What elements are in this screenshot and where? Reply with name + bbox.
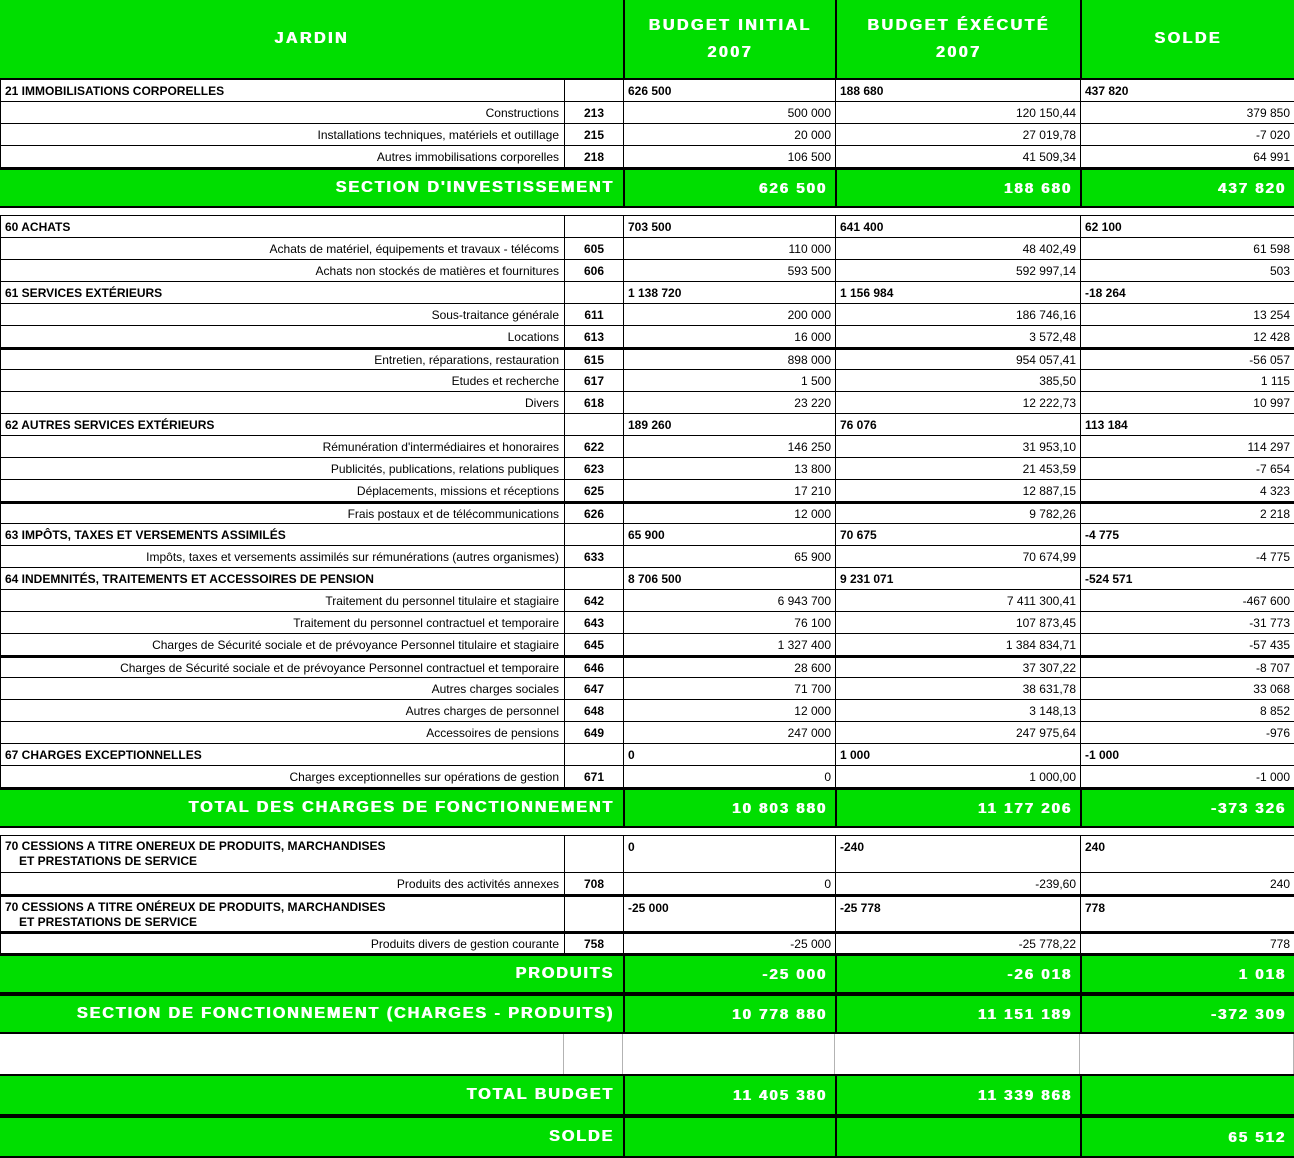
total-solde-value: -373 326	[1080, 790, 1294, 826]
budget-initial-value: 189 260	[624, 414, 836, 435]
total-row-label: TOTAL BUDGET	[466, 1086, 614, 1103]
solde-value: -31 773	[1081, 612, 1294, 633]
row-code: 618	[565, 392, 624, 413]
budget-initial-value: 1 500	[624, 370, 836, 391]
budget-executed-value: 1 384 834,71	[836, 634, 1081, 655]
table-header	[0, 0, 1294, 80]
row-label: Charges de Sécurité sociale et de prévoyance Personnel titulaire et stagiaire	[1, 634, 565, 655]
row-code	[565, 80, 624, 101]
total-row	[0, 168, 1294, 208]
budget-executed-value: 37 307,22	[836, 658, 1081, 677]
solde-value: 778	[1081, 897, 1294, 931]
budget-executed-value: 1 000,00	[836, 766, 1081, 787]
table-row	[0, 326, 1294, 348]
solde-value: -4 775	[1081, 546, 1294, 567]
table-row	[0, 766, 1294, 788]
budget-initial-value: 17 210	[624, 480, 836, 501]
table-row	[0, 634, 1294, 656]
solde-value: -7 654	[1081, 458, 1294, 479]
row-code: 625	[565, 480, 624, 501]
row-label: Produits des activités annexes	[1, 873, 565, 894]
spacer-budget-initial-cell	[623, 1034, 835, 1074]
category-row	[0, 80, 1294, 102]
category-row	[0, 524, 1294, 546]
category-row	[0, 282, 1294, 304]
table-row	[0, 590, 1294, 612]
total-budget-initial-value: -25 000	[623, 956, 835, 992]
total-row	[0, 994, 1294, 1034]
row-code: 606	[565, 260, 624, 281]
row-code	[565, 744, 624, 765]
row-label: Frais postaux et de télécommunications	[1, 504, 565, 523]
spacer-code-cell	[564, 1034, 623, 1074]
budget-initial-value: 898 000	[624, 350, 836, 369]
row-code: 648	[565, 700, 624, 721]
header-solde-label: SOLDE	[1154, 30, 1222, 47]
budget-executed-value: 1 156 984	[836, 282, 1081, 303]
row-code: 623	[565, 458, 624, 479]
budget-executed-value: 21 453,59	[836, 458, 1081, 479]
row-label: Charges exceptionnelles sur opérations de gestion	[1, 766, 565, 787]
budget-executed-value: 7 411 300,41	[836, 590, 1081, 611]
budget-initial-value: 0	[624, 766, 836, 787]
budget-initial-value: 106 500	[624, 146, 836, 167]
row-code: 649	[565, 722, 624, 743]
row-code: 646	[565, 658, 624, 677]
row-code: 622	[565, 436, 624, 457]
budget-initial-value: 71 700	[624, 678, 836, 699]
row-code: 758	[565, 934, 624, 953]
header-budget-initial-year: 2007	[707, 43, 753, 61]
budget-executed-value: 31 953,10	[836, 436, 1081, 457]
budget-executed-value: -239,60	[836, 873, 1081, 894]
budget-initial-value: -25 000	[624, 897, 836, 931]
budget-executed-value: -25 778	[836, 897, 1081, 931]
total-budget-executed-value: 11 339 868	[835, 1076, 1080, 1114]
total-solde-value: 1 018	[1080, 956, 1294, 992]
total-row	[0, 954, 1294, 994]
row-label: Installations techniques, matériels et outillage	[1, 124, 565, 145]
budget-initial-value: 13 800	[624, 458, 836, 479]
budget-initial-value: 1 327 400	[624, 634, 836, 655]
header-budget-initial-title: BUDGET INITIAL	[648, 16, 812, 34]
table-row	[0, 502, 1294, 524]
budget-initial-value: 1 138 720	[624, 282, 836, 303]
row-label-line1: 70 CESSIONS A TITRE ONEREUX DE PRODUITS, MARCHANDISES	[5, 839, 386, 853]
row-label-line2: ET PRESTATIONS DE SERVICE	[19, 854, 198, 868]
solde-value: 4 323	[1081, 480, 1294, 501]
total-row-label: TOTAL DES CHARGES DE FONCTIONNEMENT	[188, 799, 614, 816]
category-row	[0, 216, 1294, 238]
category-row	[0, 895, 1294, 932]
table-row	[0, 348, 1294, 370]
budget-initial-value: 12 000	[624, 700, 836, 721]
total-row	[0, 1074, 1294, 1116]
budget-initial-value: 593 500	[624, 260, 836, 281]
solde-value: -4 775	[1081, 524, 1294, 545]
solde-value: 12 428	[1081, 326, 1294, 347]
budget-executed-value: 385,50	[836, 370, 1081, 391]
total-budget-executed-value: -26 018	[835, 956, 1080, 992]
header-budget-executed	[835, 0, 1080, 78]
total-row-label: SOLDE	[548, 1128, 614, 1145]
table-row	[0, 102, 1294, 124]
total-solde-value	[1080, 1076, 1294, 1114]
solde-value: -1 000	[1081, 766, 1294, 787]
table-row	[0, 932, 1294, 954]
row-code: 215	[565, 124, 624, 145]
table-row	[0, 612, 1294, 634]
solde-value: 13 254	[1081, 304, 1294, 325]
budget-executed-value: 27 019,78	[836, 124, 1081, 145]
budget-initial-value: 8 706 500	[624, 568, 836, 589]
row-label-line1: 70 CESSIONS A TITRE ONÉREUX DE PRODUITS, MARCHANDISES	[5, 900, 386, 914]
spacer-budget-executed-cell	[835, 1034, 1080, 1074]
budget-executed-value: -240	[836, 836, 1081, 872]
budget-initial-value: 0	[624, 873, 836, 894]
row-gap	[0, 208, 1294, 216]
table-row	[0, 124, 1294, 146]
row-label: Divers	[1, 392, 565, 413]
budget-initial-value: 65 900	[624, 546, 836, 567]
row-code: 643	[565, 612, 624, 633]
budget-executed-value: 954 057,41	[836, 350, 1081, 369]
solde-value: 114 297	[1081, 436, 1294, 457]
category-row	[0, 414, 1294, 436]
solde-value: 240	[1081, 873, 1294, 894]
row-code: 633	[565, 546, 624, 567]
total-solde-value: 437 820	[1080, 170, 1294, 206]
spacer-label-cell	[0, 1034, 564, 1074]
row-label: Entretien, réparations, restauration	[1, 350, 565, 369]
solde-value: 437 820	[1081, 80, 1294, 101]
row-label: Achats non stockés de matières et fournitures	[1, 260, 565, 281]
row-label: Rémunération d'intermédiaires et honoraires	[1, 436, 565, 457]
total-row-label: PRODUITS	[515, 965, 614, 982]
budget-executed-value: 592 997,14	[836, 260, 1081, 281]
table-row	[0, 546, 1294, 568]
row-label: Sous-traitance générale	[1, 304, 565, 325]
table-row	[0, 480, 1294, 502]
budget-executed-value: 41 509,34	[836, 146, 1081, 167]
budget-initial-value: 16 000	[624, 326, 836, 347]
row-label: 61 SERVICES EXTÉRIEURS	[1, 282, 565, 303]
budget-initial-value: 76 100	[624, 612, 836, 633]
solde-value: 2 218	[1081, 504, 1294, 523]
budget-initial-value: 0	[624, 836, 836, 872]
budget-initial-value: 703 500	[624, 216, 836, 237]
total-row-label: SECTION DE FONCTIONNEMENT (CHARGES - PRODUITS)	[76, 1005, 614, 1022]
solde-value: 503	[1081, 260, 1294, 281]
budget-initial-value: 23 220	[624, 392, 836, 413]
row-code: 671	[565, 766, 624, 787]
row-code: 218	[565, 146, 624, 167]
solde-value: -56 057	[1081, 350, 1294, 369]
budget-executed-value: -25 778,22	[836, 934, 1081, 953]
table-row	[0, 722, 1294, 744]
solde-value: 1 115	[1081, 370, 1294, 391]
total-row	[0, 1116, 1294, 1158]
table-row	[0, 678, 1294, 700]
row-label: 62 AUTRES SERVICES EXTÉRIEURS	[1, 414, 565, 435]
budget-executed-value: 76 076	[836, 414, 1081, 435]
row-label: 64 INDEMNITÉS, TRAITEMENTS ET ACCESSOIRES DE PENSION	[1, 568, 565, 589]
total-budget-initial-value	[623, 1118, 835, 1156]
budget-executed-value: 107 873,45	[836, 612, 1081, 633]
row-code: 645	[565, 634, 624, 655]
budget-initial-value: 200 000	[624, 304, 836, 325]
budget-initial-value: 12 000	[624, 504, 836, 523]
table-row	[0, 304, 1294, 326]
total-budget-executed-value: 188 680	[835, 170, 1080, 206]
solde-value: -7 020	[1081, 124, 1294, 145]
header-jardin	[0, 0, 623, 78]
row-code	[565, 836, 624, 872]
row-code	[565, 216, 624, 237]
solde-value: 240	[1081, 836, 1294, 872]
budget-executed-value: 641 400	[836, 216, 1081, 237]
category-row	[0, 568, 1294, 590]
row-code: 617	[565, 370, 624, 391]
row-code: 213	[565, 102, 624, 123]
solde-value: 778	[1081, 934, 1294, 953]
header-budget-initial	[623, 0, 835, 78]
budget-initial-value: 110 000	[624, 238, 836, 259]
table-row	[0, 436, 1294, 458]
budget-initial-value: 65 900	[624, 524, 836, 545]
header-jardin-label: JARDIN	[274, 30, 349, 47]
row-code: 647	[565, 678, 624, 699]
budget-executed-value: 1 000	[836, 744, 1081, 765]
solde-value: -524 571	[1081, 568, 1294, 589]
solde-value: -1 000	[1081, 744, 1294, 765]
row-label: Impôts, taxes et versements assimilés sur rémunérations (autres organismes)	[1, 546, 565, 567]
solde-value: -57 435	[1081, 634, 1294, 655]
row-label: Autres immobilisations corporelles	[1, 146, 565, 167]
budget-initial-value: 500 000	[624, 102, 836, 123]
row-label: Accessoires de pensions	[1, 722, 565, 743]
solde-value: 113 184	[1081, 414, 1294, 435]
total-budget-initial-value: 10 778 880	[623, 996, 835, 1032]
row-label: Autres charges de personnel	[1, 700, 565, 721]
solde-value: -976	[1081, 722, 1294, 743]
table-row	[0, 370, 1294, 392]
header-solde	[1080, 0, 1294, 78]
row-code	[565, 282, 624, 303]
budget-initial-value: 28 600	[624, 658, 836, 677]
header-budget-executed-year: 2007	[935, 43, 982, 61]
budget-executed-value: 247 975,64	[836, 722, 1081, 743]
total-budget-executed-value	[835, 1118, 1080, 1156]
row-code: 626	[565, 504, 624, 523]
solde-value: 379 850	[1081, 102, 1294, 123]
total-budget-executed-value: 11 177 206	[835, 790, 1080, 826]
budget-executed-value: 120 150,44	[836, 102, 1081, 123]
row-label: Achats de matériel, équipements et travaux - télécoms	[1, 238, 565, 259]
budget-executed-value: 188 680	[836, 80, 1081, 101]
budget-executed-value: 12 222,73	[836, 392, 1081, 413]
row-gap	[0, 828, 1294, 836]
total-solde-value: 65 512	[1080, 1118, 1294, 1156]
row-label: Locations	[1, 326, 565, 347]
row-code: 642	[565, 590, 624, 611]
budget-executed-value: 48 402,49	[836, 238, 1081, 259]
table-body	[0, 80, 1294, 1158]
solde-value: -467 600	[1081, 590, 1294, 611]
row-code	[565, 414, 624, 435]
solde-value: -8 707	[1081, 658, 1294, 677]
budget-initial-value: 6 943 700	[624, 590, 836, 611]
budget-executed-value: 9 231 071	[836, 568, 1081, 589]
row-code: 708	[565, 873, 624, 894]
total-row	[0, 788, 1294, 828]
budget-executed-value: 38 631,78	[836, 678, 1081, 699]
budget-initial-value: 146 250	[624, 436, 836, 457]
budget-initial-value: 626 500	[624, 80, 836, 101]
row-label: Charges de Sécurité sociale et de prévoyance Personnel contractuel et temporaire	[1, 658, 565, 677]
budget-executed-value: 12 887,15	[836, 480, 1081, 501]
row-spacer	[0, 1034, 1294, 1074]
spacer-solde-cell	[1080, 1034, 1294, 1074]
header-budget-executed-title: BUDGET ÉXÉCUTÉ	[867, 16, 1050, 34]
table-row	[0, 146, 1294, 168]
row-code: 613	[565, 326, 624, 347]
table-row	[0, 238, 1294, 260]
row-label: 21 IMMOBILISATIONS CORPORELLES	[1, 80, 565, 101]
total-budget-executed-value: 11 151 189	[835, 996, 1080, 1032]
budget-initial-value: -25 000	[624, 934, 836, 953]
total-row-label: SECTION D'INVESTISSEMENT	[335, 179, 614, 196]
solde-value: 10 997	[1081, 392, 1294, 413]
row-code	[565, 897, 624, 931]
total-budget-initial-value: 626 500	[623, 170, 835, 206]
category-row	[0, 836, 1294, 873]
row-code: 615	[565, 350, 624, 369]
budget-executed-value: 70 674,99	[836, 546, 1081, 567]
row-label	[1, 836, 565, 872]
budget-executed-value: 9 782,26	[836, 504, 1081, 523]
total-solde-value: -372 309	[1080, 996, 1294, 1032]
category-row	[0, 744, 1294, 766]
solde-value: 62 100	[1081, 216, 1294, 237]
row-code: 605	[565, 238, 624, 259]
row-label: 63 IMPÔTS, TAXES ET VERSEMENTS ASSIMILÉS	[1, 524, 565, 545]
budget-executed-value: 186 746,16	[836, 304, 1081, 325]
row-label: Etudes et recherche	[1, 370, 565, 391]
solde-value: 33 068	[1081, 678, 1294, 699]
row-code	[565, 568, 624, 589]
row-code	[565, 524, 624, 545]
budget-initial-value: 247 000	[624, 722, 836, 743]
row-label: Produits divers de gestion courante	[1, 934, 565, 953]
row-label: Traitement du personnel contractuel et temporaire	[1, 612, 565, 633]
budget-executed-value: 3 148,13	[836, 700, 1081, 721]
row-label: Traitement du personnel titulaire et stagiaire	[1, 590, 565, 611]
solde-value: 64 991	[1081, 146, 1294, 167]
table-row	[0, 392, 1294, 414]
total-budget-initial-value: 11 405 380	[623, 1076, 835, 1114]
solde-value: 8 852	[1081, 700, 1294, 721]
row-label: Autres charges sociales	[1, 678, 565, 699]
table-row	[0, 873, 1294, 895]
table-row	[0, 458, 1294, 480]
row-label: 67 CHARGES EXCEPTIONNELLES	[1, 744, 565, 765]
budget-initial-value: 20 000	[624, 124, 836, 145]
row-label-line2: ET PRESTATIONS DE SERVICE	[19, 915, 198, 929]
solde-value: 61 598	[1081, 238, 1294, 259]
budget-initial-value: 0	[624, 744, 836, 765]
row-label: Déplacements, missions et réceptions	[1, 480, 565, 501]
row-label: Publicités, publications, relations publiques	[1, 458, 565, 479]
budget-executed-value: 70 675	[836, 524, 1081, 545]
solde-value: -18 264	[1081, 282, 1294, 303]
row-code: 611	[565, 304, 624, 325]
row-label: Constructions	[1, 102, 565, 123]
row-label: 60 ACHATS	[1, 216, 565, 237]
table-row	[0, 260, 1294, 282]
table-row	[0, 656, 1294, 678]
budget-executed-value: 3 572,48	[836, 326, 1081, 347]
total-budget-initial-value: 10 803 880	[623, 790, 835, 826]
row-label	[1, 897, 565, 931]
table-row	[0, 700, 1294, 722]
